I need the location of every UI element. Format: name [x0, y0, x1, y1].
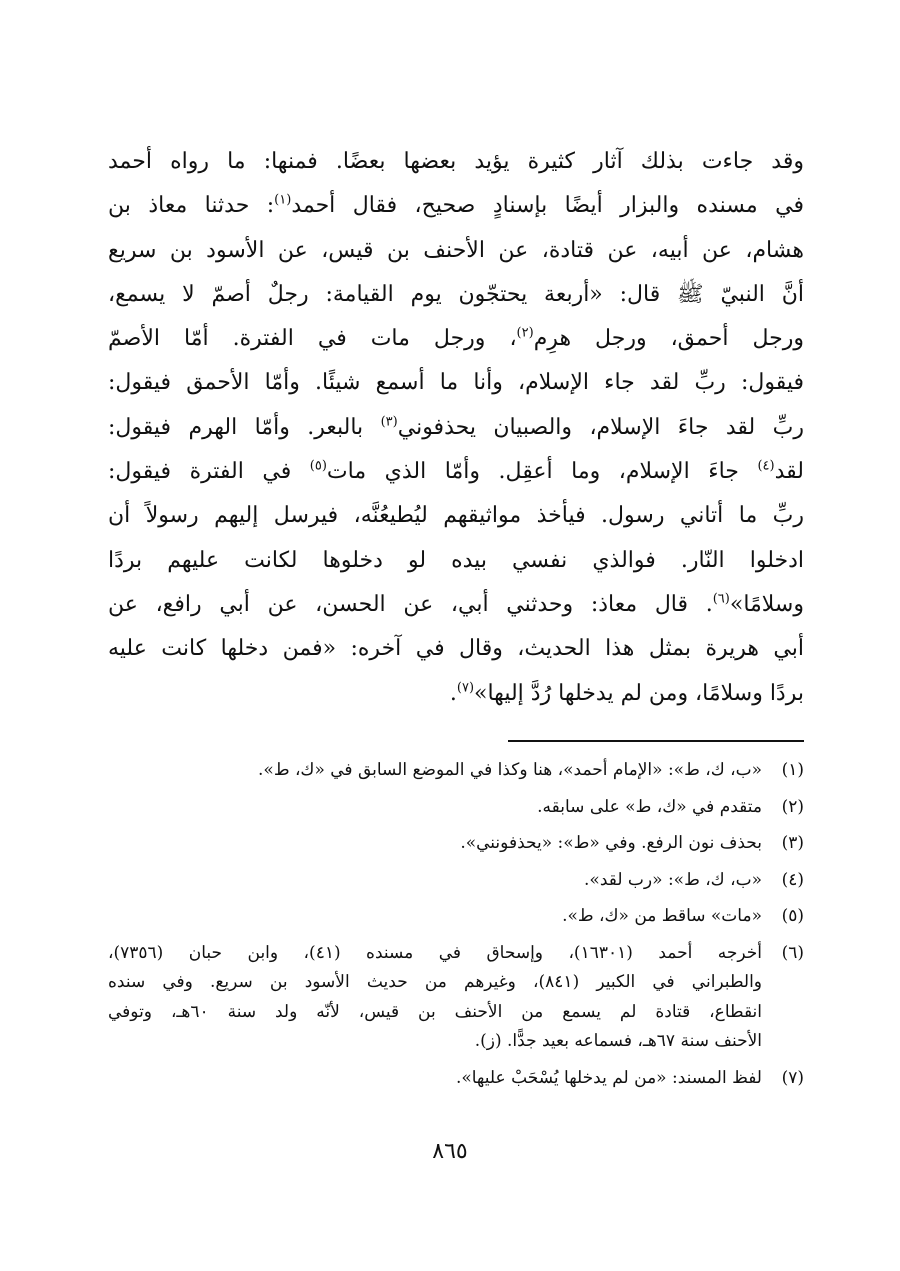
footnote-ref[interactable]: (٣)	[380, 414, 398, 430]
footnote-number: (٧)	[781, 1067, 804, 1088]
footnote-ref[interactable]: (٢)	[516, 325, 534, 341]
footnote-separator	[508, 740, 804, 742]
footnote-number: (٥)	[781, 906, 804, 926]
text-line: فيقول: ربِّ لقد جاء الإسلام، وأنا ما أسمع شيئًا. وأمّا الأحمق فيقول:	[108, 370, 804, 396]
text-line: في مسنده والبزار أيضًا بإسنادٍ صحيح، فقال أحمد$^{(١)}$: حدثنا معاذ بن	[108, 192, 804, 219]
main-text	[108, 140, 804, 716]
text-line: وسلامًا»$^{(٦)}$. قال معاذ: وحدثني أبي، عن الحسن، عن أبي رافع، عن	[108, 591, 804, 617]
text-line: ادخلوا النّار. فوالذي نفسي بيده لو دخلوها لكانت عليهم بردًا	[108, 547, 804, 573]
footnote-ref[interactable]: (١)	[274, 192, 292, 208]
footnote-item	[108, 939, 804, 1057]
footnote-text: متقدم في «ك، ط» على سابقه.	[537, 796, 762, 817]
footnote-number: (٦)	[781, 942, 804, 963]
text-line: لقد$^{(٤)}$ جاءَ الإسلام، وما أعقِل. وأمّا الذي مات$^{(٥)}$ في الفترة فيقول:	[108, 458, 804, 485]
footnote-item	[108, 829, 804, 859]
footnote-item	[108, 1064, 804, 1094]
footnote-number: (١)	[781, 760, 804, 780]
text-line: هشام، عن أبيه، عن قتادة، عن الأحنف بن قيس، عن الأسود بن سريع	[108, 237, 804, 263]
footnote-item	[108, 902, 804, 932]
text-line: بردًا وسلامًا، ومن لم يدخلها رُدَّ إليها»$^{(٧)}$.	[449, 680, 804, 706]
footnote-ref[interactable]: (٦)	[712, 591, 730, 607]
footnote-ref[interactable]: (٤)	[757, 458, 775, 474]
footnote-text: «ب، ك، ط»: «رب لقد».	[584, 869, 762, 890]
footnote-ref[interactable]: (٥)	[309, 458, 327, 474]
text-line: أبي هريرة بمثل هذا الحديث، وقال في آخره: «فمن دخلها كانت عليه	[108, 636, 804, 662]
footnote-item	[108, 866, 804, 896]
footnote-text: «مات» ساقط من «ك، ط».	[562, 906, 762, 926]
footnote-text: لفظ المسند: «من لم يدخلها يُسْحَبْ عليها».	[455, 1067, 762, 1088]
footnote-text: «ب، ك، ط»: «الإمام أحمد»، هنا وكذا في الموضع السابق في «ك، ط».	[258, 760, 762, 780]
text-line: وقد جاءت بذلك آثار كثيرة يؤيد بعضها بعضًا. فمنها: ما رواه أحمد	[108, 149, 804, 174]
footnote-text: بحذف نون الرفع. وفي «ط»: «يحذفونني».	[460, 833, 762, 853]
text-line: أنَّ النبيّ ﷺ قال: «أربعة يحتجّون يوم القيامة: رجلٌ أصمّ لا يسمع،	[108, 281, 804, 307]
text-line: ربِّ لقد جاءَ الإسلام، والصبيان يحذفوني$^{(٣)}$ بالبعر. وأمّا الهرم فيقول:	[108, 414, 805, 440]
footnote-ref[interactable]: (٧)	[456, 680, 475, 696]
text-line: ورجل أحمق، ورجل هرِم$^{(٢)}$، ورجل مات في الفترة. أمّا الأصمّ	[108, 325, 804, 352]
footnote-item	[108, 793, 804, 823]
footnote-number: (٤)	[781, 869, 804, 890]
footnote-number: (٣)	[781, 833, 804, 853]
footnote-number: (٢)	[781, 796, 804, 817]
footnotes	[108, 756, 804, 1100]
footnote-text: أخرجه أحمد (١٦٣٠١)، وإسحاق في مسنده (٤١)، وابن حبان (٧٣٥٦)، والطبراني في الكبير (٨٤١)، وغيرهم من حديث الأسود بن سريع. وفي سنده انقطاع، قتادة لم يسمع من الأحنف بن قيس، لأنّه ولد سنة ٦٠هـ، وتوفي الأحنف سنة ٦٧هـ، فسماعه بعيد جدًّا. (ز).	[108, 942, 762, 1051]
text-line: ربِّ ما أتاني رسول. فيأخذ مواثيقهم ليُطيعُنَّه، فيرسل إليهم رسولاً أن	[108, 503, 804, 529]
page-number: ٨٦٥	[432, 1139, 468, 1164]
footnote-item	[108, 756, 804, 786]
